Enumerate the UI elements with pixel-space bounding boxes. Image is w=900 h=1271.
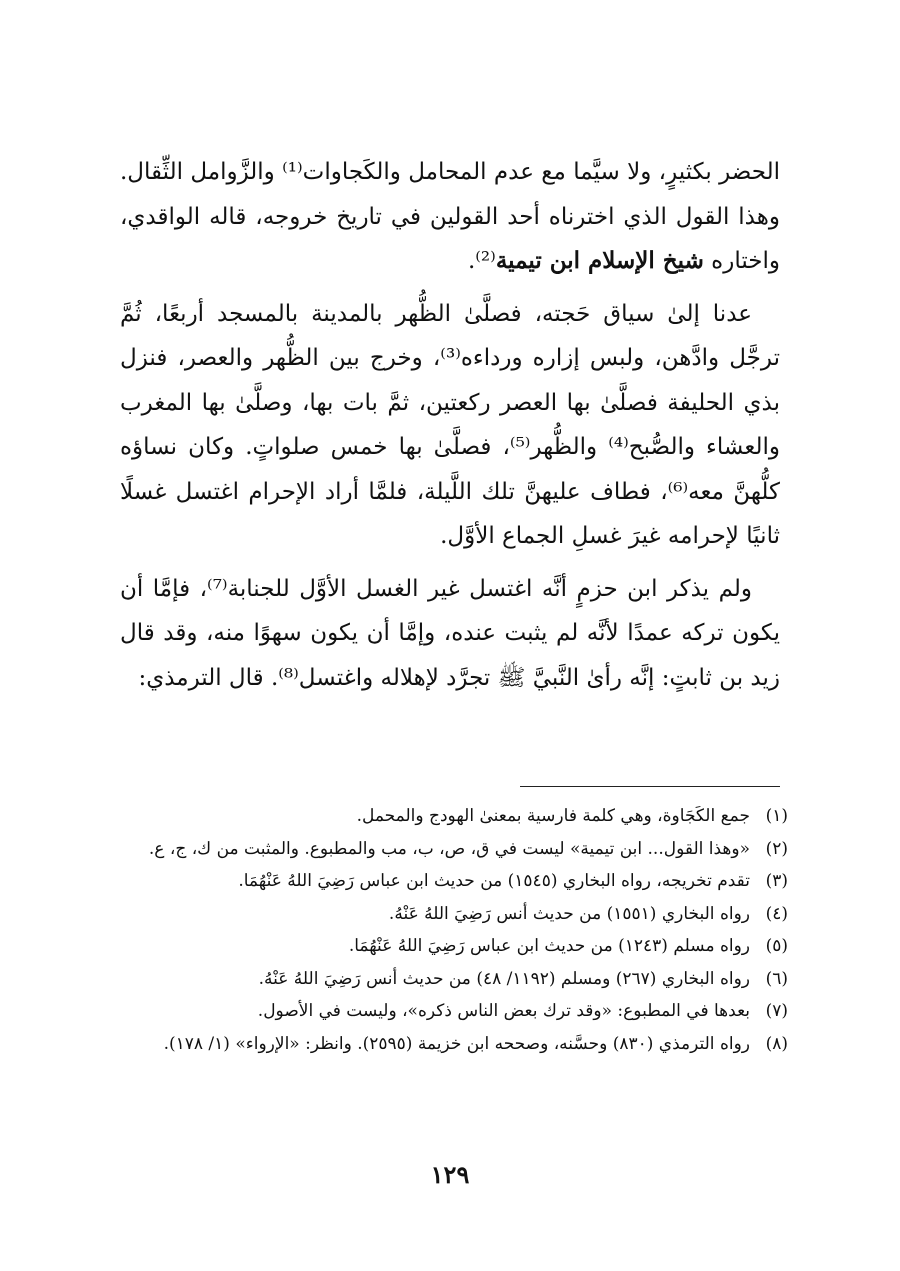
footnote-number: (٦): [765, 968, 788, 989]
footnote-number: (٧): [765, 1001, 788, 1021]
paragraph-2: عدنا إلىٰ سياق حَجته، فصلَّىٰ الظُّهر بالمدينة بالمسجد أربعًا، ثُمَّ ترجَّل وادَّهن، ولبس إزاره ورداءه⁽³⁾، وخرج بين الظُّهر والعصر، فنزل بذي الحليفة فصلَّىٰ بها العصر ركعتين، ثمَّ بات بها، وصلَّىٰ بها المغرب والعشاء والصُّبح⁽⁴⁾ والظُّهر⁽⁵⁾، فصلَّىٰ بها خمس صلواتٍ. وكان نساؤه كلُّهنَّ معه⁽⁶⁾، فطاف عليهنَّ تلك اللَّيلة، فلمَّا أراد الإحرام اغتسل غسلًا ثانيًا لإحرامه غيرَ غسلِ الجماع الأوَّل.: [120, 300, 780, 549]
footnote-number: (٢): [765, 838, 788, 859]
footnote-number: (٣): [765, 871, 788, 891]
footnote-text: بعدها في المطبوع: «وقد ترك بعض الناس ذكره»، وليست في الأصول.: [257, 1001, 750, 1021]
footnote-number: (٥): [765, 936, 788, 956]
footnote-text: رواه البخاري (٢٦٧) ومسلم (١١٩٢/ ٤٨) من حديث أنس رَضِيَ اللهُ عَنْهُ.: [258, 968, 750, 989]
footnote-number: (٤): [765, 903, 788, 924]
footnote-text: تقدم تخريجه، رواه البخاري (١٥٤٥) من حديث ابن عباس رَضِيَ اللهُ عَنْهُمَا.: [238, 871, 750, 891]
footnote-number: (٨): [765, 1033, 788, 1054]
footnote-item: [108, 800, 788, 833]
footnote-item: [108, 995, 788, 1028]
paragraph-1-end: ⁽²⁾.: [467, 248, 496, 274]
footnote-divider: [520, 786, 780, 787]
footnote-item: [108, 833, 788, 866]
footnote-item: [108, 1028, 788, 1061]
paragraph-1-text: الحضر بكثيرٍ، ولا سيَّما مع عدم المحامل والكَجاوات⁽¹⁾ والزَّوامل الثِّقال. وهذا القول الذي اخترناه أحد القولين في تاريخ خروجه، قاله الواقدي، واختاره: [120, 159, 780, 274]
footnote-text: رواه مسلم (١٢٤٣) من حديث ابن عباس رَضِيَ اللهُ عَنْهُمَا.: [348, 936, 750, 956]
footnote-text: رواه الترمذي (٨٣٠) وحسَّنه، وصححه ابن خزيمة (٢٥٩٥). وانظر: «الإرواء» (١/ ١٧٨).: [163, 1033, 750, 1054]
footnote-item: [108, 898, 788, 931]
paragraph-1: [120, 150, 780, 284]
footnote-number: (١): [765, 806, 788, 826]
main-text: [120, 150, 780, 708]
footnote-text: «وهذا القول... ابن تيمية» ليست في ق، ص، ب، مب والمطبوع. والمثبت من ك، ج، ع.: [148, 838, 750, 859]
footnote-item: [108, 963, 788, 996]
footnote-text: رواه البخاري (١٥٥١) من حديث أنس رَضِيَ اللهُ عَنْهُ.: [388, 903, 750, 924]
footnote-item: [108, 930, 788, 963]
footnote-text: جمع الكَجَاوة، وهي كلمة فارسية بمعنىٰ الهودج والمحمل.: [356, 806, 750, 826]
page-number: ١٢٩: [430, 1160, 470, 1189]
footnotes-list: [108, 800, 788, 1060]
footnote-item: [108, 865, 788, 898]
paragraph-1-bold-name: شيخ الإسلام ابن تيمية: [495, 247, 704, 274]
paragraph-3: ولم يذكر ابن حزمٍ أنَّه اغتسل غير الغسل الأوَّل للجنابة⁽⁷⁾، فإمَّا أن يكون تركه عمدًا لأنَّه لم يثبت عنده، وإمَّا أن يكون سهوًا منه، وقد قال زيد بن ثابتٍ: إنَّه رأىٰ النَّبيَّ ﷺ تجرَّد لإهلاله واغتسل⁽⁸⁾. قال الترمذي:: [120, 575, 780, 691]
